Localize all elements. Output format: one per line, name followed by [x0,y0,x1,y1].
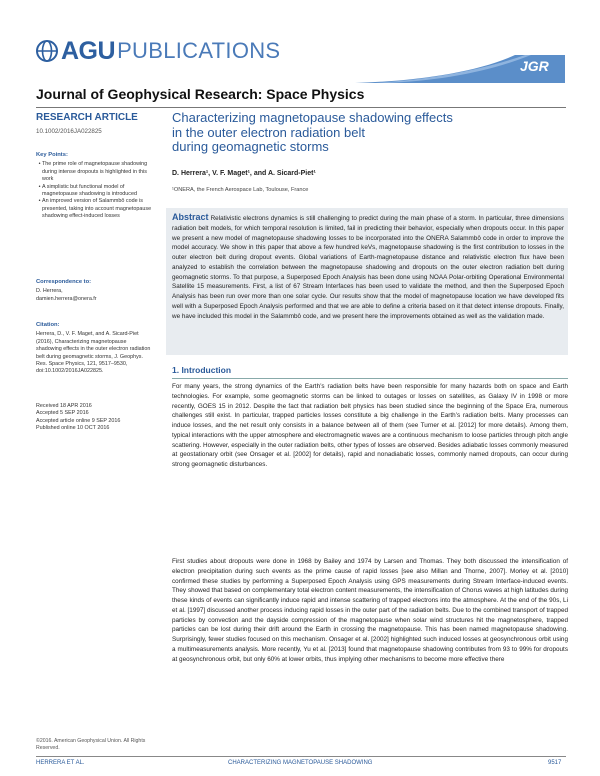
correspondence-name: D. Herrera, [36,288,63,295]
jgr-badge: JGR [520,58,549,74]
logo-publications-text: PUBLICATIONS [117,38,281,63]
abstract-label: Abstract [172,212,209,222]
copyright: ©2016. American Geophysical Union. All Rights Reserved. [36,738,146,751]
correspondence-heading: Correspondence to: [36,279,92,285]
article-title [172,111,472,155]
logo-agu-text: AGU [61,36,116,65]
intro-paragraph-1: For many years, the strong dynamics of the Earth’s radiation belts have been responsible for many hazards both on space and Earth technologies. For example, some geomagnetic storms can be linked to outages or losses on satellites, as Galaxy IV in 1998 or more recently, GOES 15 in 2012. Despite the fact that radiation belt physics has been studied since the beginning of the Space Era, numerous challenges still exist. In particular, trapped particles losses constitute a big challenge in the Earth’s radiation belts. Many processes can induce losses, and the net result only consists in a balance between all of them (see Turner et al. [2012] for more details). Among them, typical interactions with the upper atmosphere and electromagnetic waves are a continuous mechanism to loose particles through pitch angle scattering. However, especially in the outer radiation belts, other types of losses are observed. Besides adiabatic losses commonly measured at geostationary orbit (see Onsager et al. [2002] for details), rapid and nonadiabatic losses, commonly named dropouts, can occur during strong geomagnetic disturbances. [172,383,568,468]
article-type: RESEARCH ARTICLE [36,112,138,123]
authors: D. Herrera¹, V. F. Maget¹, and A. Sicard-Piet¹ [172,170,316,177]
citation-text: Herrera, D., V. F. Maget, and A. Sicard-Piet (2016), Characterizing magnetopause shadowing effects in the outer electron radiation belt during geomagnetic storms, J. Geophys. Res. Space Physics, 121, 9517–9530, doi:10.1002/2016JA022825. [36,331,151,375]
footer-divider [36,756,566,757]
agu-publications-logo [36,38,280,64]
key-point-item: • An improved version of Salammbô code is presented, taking into account magnetopause shadowing effect-induced losses [42,198,152,220]
correspondence [36,279,152,303]
key-point-item: • A simplistic but functional model of magnetopause shadowing is introduced [42,184,152,199]
abstract-text: Relativistic electrons dynamics is still challenging to predict during the main phase of a storm. In particular, three dimensions radiation belt models, for which temporal resolution is limited, fail in predicting their behavior, especially when dropouts occur. In this paper we present a new model of magnetopause shadowing losses to be incorporated into the ONERA Salammbô code in order to improve the model accuracy. We show in this paper that above a few hundred keVs, magnetopause shadowing is the first contribution to losses in the outer electron belt during dropout events. Global variations of Earth-magnetopause distance and relativistic electron flux have been analyzed to establish the correlation between the magnetopause shadowing and dropouts on the outer electron radiation belt during geomagnetic storms. To that purpose, a Superposed Epoch Analysis has been done using NOAA Polar-orbiting Operational Environmental Satellite 15 measurements. First, a list of 67 Stream Interfaces has been used to validate the method, and then the Superposed Epoch Analysis has been run over more than one solar cycle. Our results show that the model of magnetopause location we have developed fits well with a Superposed Epoch Analysis performed and that we are able to define a criteria based on it that detect intense dropouts. Finally, we have included this model in the Salammbô code, and we present here the improvements obtained as well as the validation made. [172,215,565,320]
section-divider [172,378,568,379]
abstract [172,213,564,321]
key-points [36,152,152,221]
citation [36,322,152,376]
doi: 10.1002/2016JA022825 [36,128,102,135]
affiliation: ¹ONERA, the French Aerospace Lab, Toulouse, France [172,187,309,193]
date-published: Published online 10 OCT 2016 [36,425,110,432]
section-heading: 1. Introduction [172,365,232,375]
date-accepted-online: Accepted article online 9 SEP 2016 [36,417,121,424]
intro-paragraph-2: First studies about dropouts were done in 1968 by Bailey and 1974 by Larsen and Thomas. They both discussed the intensification of electron precipitation during such events as the prime cause of rapid losses [see also Millan and Thorne, 2007]. Morley et al. [2010] confirmed these studies by performing a Superposed Epoch Analysis using GPS measurements during Stream Interface-induced events. They showed that based on complementary total electron content measurements, the intensification of Chorus waves at high latitudes during these kinds of events can significantly induce rapid and intense scattering of trapped electrons into the atmosphere. At the end of the 90s, Li et al. [1997] discussed another process inducing rapid losses in the outer part of the radiation belts. Due to the combined transport of trapped particles by convection and the dayside compression of the magnetopause when solar wind structures hit the magnetosphere, trapped particles can be lost during their drift around the Earth in crossing the magnetopause. This has been named magnetopause shadowing. Surprisingly, fewer studies focused on this mechanism. Onsager et al. [2002] highlighted such induced losses at geosynchronous orbit using a multimeasurements analysis. More recently, Yu et al. [2013] found that magnetopause shadowing contributes from 93 to 99% for dropouts at geosynchronous orbit, but only 60% at lower orbits, thus implying other mechanisms to become more effective there [172,558,568,663]
title-line: Characterizing magnetopause shadowing effects [172,110,453,125]
citation-heading: Citation: [36,322,60,328]
footer-authors: HERRERA ET AL. [36,760,85,766]
key-point-item: • The prime role of magnetopause shadowing during intense dropouts is highlighted in this work [42,161,152,183]
globe-icon [36,40,58,62]
title-line: during geomagnetic storms [172,139,329,154]
correspondence-email: damien.herrera@onera.fr [36,295,97,302]
footer-running-title: CHARACTERIZING MAGNETOPAUSE SHADOWING [228,760,373,766]
key-points-heading: Key Points: [36,152,68,158]
article-dates [36,403,152,433]
title-line: in the outer electron radiation belt [172,124,365,140]
date-accepted: Accepted 5 SEP 2016 [36,410,89,417]
date-received: Received 18 APR 2016 [36,403,92,409]
header-divider [36,107,566,108]
journal-title: Journal of Geophysical Research: Space Physics [36,86,365,102]
page-number: 9517 [548,760,562,766]
